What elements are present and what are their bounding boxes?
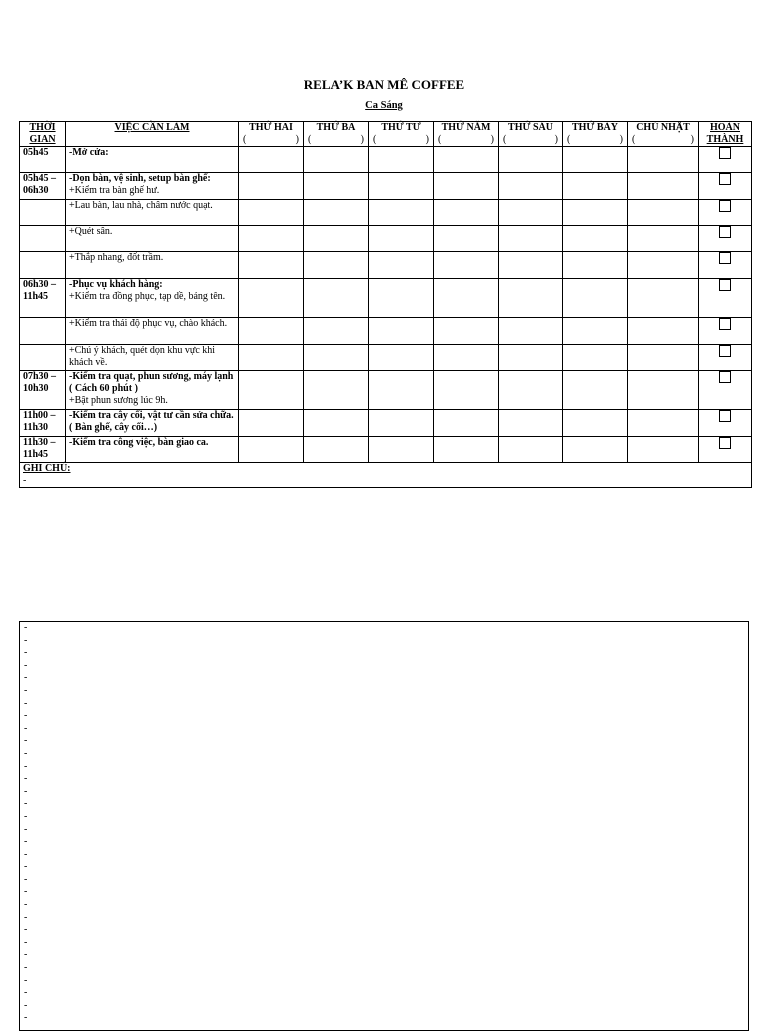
task-text: +Chú ý khách, quét dọn khu vực khi khách về. [69,345,216,368]
note-line: - [24,936,28,948]
task-cell [66,410,239,437]
task-text: -Kiểm tra quạt, phun sương, máy lạnh ( Cách 60 phút ) [69,371,234,394]
table-row [20,437,752,463]
done-checkbox[interactable] [719,437,731,449]
note-line: - [24,873,28,885]
note-line: - [24,622,28,633]
task-cell [66,200,239,226]
note-line: - [24,647,28,659]
time-cell [20,345,66,371]
table-row [20,200,752,226]
day-cell[interactable] [239,147,304,173]
table-row [20,226,752,252]
note-line: - [24,823,28,835]
day-cell[interactable] [304,252,369,279]
done-cell [699,173,752,200]
done-cell [699,410,752,437]
day-cell[interactable] [239,173,304,200]
task-cell [66,437,239,463]
notes-label: GHI CHÚ: [23,463,71,474]
table-row [20,371,752,410]
task-text: -Dọn bàn, vệ sinh, setup bàn ghế: [69,173,211,184]
done-checkbox[interactable] [719,410,731,422]
task-cell [66,252,239,279]
table-row [20,318,752,345]
time-text: 05h45 – [23,173,57,184]
time-text: 11h45 [23,291,49,302]
note-line: - [24,1012,28,1024]
day-cell[interactable] [563,173,628,200]
notes-line: - [23,475,27,486]
day-cell[interactable] [369,318,434,345]
done-checkbox[interactable] [719,226,731,238]
day-cell[interactable] [434,147,499,173]
time-cell [20,437,66,463]
note-line: - [24,785,28,797]
day-cell[interactable] [628,147,699,173]
done-checkbox[interactable] [719,173,731,185]
day-cell[interactable] [369,437,434,463]
day-cell[interactable] [434,279,499,318]
note-line: - [24,710,28,722]
day-cell[interactable] [304,371,369,410]
day-cell[interactable] [499,252,563,279]
time-cell [20,200,66,226]
task-cell [66,279,239,318]
day-cell[interactable] [369,173,434,200]
note-line: - [24,773,28,785]
day-cell[interactable] [369,147,434,173]
task-text: -Phục vụ khách hàng: [69,279,163,290]
note-line: - [24,735,28,747]
note-line: - [24,684,28,696]
time-text: 10h30 [23,383,49,394]
day-cell[interactable] [628,173,699,200]
day-cell[interactable] [239,318,304,345]
done-cell [699,345,752,371]
time-cell [20,318,66,345]
day-cell[interactable] [563,252,628,279]
day-cell[interactable] [499,200,563,226]
day-cell[interactable] [434,410,499,437]
day-cell[interactable] [434,345,499,371]
note-line: - [24,899,28,911]
day-cell[interactable] [239,437,304,463]
note-line: - [24,999,28,1011]
task-text: +Thắp nhang, đốt trầm. [69,252,164,263]
day-cell[interactable] [563,318,628,345]
done-cell [699,226,752,252]
table-row [20,410,752,437]
day-cell[interactable] [499,226,563,252]
done-cell [699,371,752,410]
header-day: THỨ SÁU ( ) [499,122,563,147]
note-line: - [24,974,28,986]
day-cell[interactable] [369,252,434,279]
day-cell[interactable] [628,318,699,345]
done-cell [699,318,752,345]
time-text: 06h30 [23,185,49,196]
time-text: 06h30 – [23,279,57,290]
day-cell[interactable] [239,371,304,410]
note-line: - [24,760,28,772]
time-text: 05h45 [23,147,49,158]
time-text: 11h30 [23,422,49,433]
task-cell [66,147,239,173]
done-checkbox[interactable] [719,371,731,383]
task-text: +Lau bàn, lau nhà, châm nước quạt. [69,200,213,211]
notes-cell [20,463,752,488]
note-line: - [24,836,28,848]
day-cell[interactable] [304,318,369,345]
day-cell[interactable] [304,345,369,371]
day-cell[interactable] [499,410,563,437]
day-cell[interactable] [434,371,499,410]
shift-subtitle: Ca Sáng [365,100,403,111]
day-cell[interactable] [369,371,434,410]
day-cell[interactable] [628,200,699,226]
note-line: - [24,962,28,974]
time-text: 11h45 [23,449,49,460]
done-cell [699,279,752,318]
time-cell [20,226,66,252]
day-cell[interactable] [369,345,434,371]
day-cell[interactable] [499,371,563,410]
day-cell[interactable] [563,371,628,410]
day-cell[interactable] [434,200,499,226]
task-text: +Kiểm tra đồng phục, tạp dề, bảng tên. [69,291,226,302]
day-cell[interactable] [239,200,304,226]
day-cell[interactable] [563,410,628,437]
day-cell[interactable] [628,437,699,463]
day-cell[interactable] [499,173,563,200]
note-line: - [24,810,28,822]
note-line: - [24,722,28,734]
done-cell [699,147,752,173]
header-day: THỨ TƯ ( ) [369,122,434,147]
done-checkbox[interactable] [719,200,731,212]
table-row [20,147,752,173]
header-day: THỨ BẢY ( ) [563,122,628,147]
time-cell [20,279,66,318]
task-text: -Mở cửa: [69,147,109,158]
done-checkbox[interactable] [719,279,731,291]
note-line: - [24,672,28,684]
task-cell [66,345,239,371]
done-checkbox[interactable] [719,318,731,330]
day-cell[interactable] [563,200,628,226]
time-cell [20,410,66,437]
done-checkbox[interactable] [719,147,731,159]
table-row [20,345,752,371]
time-cell [20,147,66,173]
day-cell[interactable] [239,279,304,318]
day-cell[interactable] [239,226,304,252]
task-text: +Kiểm tra thái độ phục vụ, chào khách. [69,318,228,329]
task-text: +Quét sân. [69,226,113,237]
day-cell[interactable] [563,226,628,252]
note-line: - [24,861,28,873]
day-cell[interactable] [499,147,563,173]
day-cell[interactable] [628,371,699,410]
day-cell[interactable] [628,279,699,318]
task-text: +Kiểm tra bàn ghế hư. [69,185,160,196]
day-cell[interactable] [563,147,628,173]
day-cell[interactable] [304,437,369,463]
time-text: 07h30 – [23,371,57,382]
day-cell[interactable] [434,226,499,252]
task-text: -Kiểm tra cây cối, vật tư cần sửa chữa. ( Bàn ghế, cây cối…) [69,410,234,433]
day-cell[interactable] [434,252,499,279]
task-text: -Kiểm tra công việc, bàn giao ca. [69,437,209,448]
notes-box [19,621,749,1031]
header-day: THỨ BA ( ) [304,122,369,147]
header-done: HOÀN THÀNH [699,122,752,147]
day-cell[interactable] [369,279,434,318]
note-line: - [24,924,28,936]
time-cell [20,371,66,410]
note-line: - [24,848,28,860]
day-cell[interactable] [628,252,699,279]
header-day: CHỦ NHẬT ( ) [628,122,699,147]
task-cell [66,318,239,345]
table-row [20,173,752,200]
table-row [20,279,752,318]
day-cell[interactable] [304,279,369,318]
day-cell[interactable] [499,279,563,318]
day-cell[interactable] [563,437,628,463]
day-cell[interactable] [628,345,699,371]
done-cell [699,200,752,226]
schedule-table [19,121,752,488]
note-line: - [24,747,28,759]
day-cell[interactable] [304,226,369,252]
header-day: THỨ HAI ( ) [239,122,304,147]
day-cell[interactable] [628,226,699,252]
day-cell[interactable] [563,345,628,371]
table-row [20,252,752,279]
time-cell [20,252,66,279]
day-cell[interactable] [239,345,304,371]
day-cell[interactable] [499,345,563,371]
day-cell[interactable] [434,318,499,345]
day-cell[interactable] [304,173,369,200]
note-line: - [24,659,28,671]
task-cell [66,173,239,200]
time-text: 11h30 – [23,437,56,448]
note-line: - [24,697,28,709]
header-row [20,122,752,147]
day-cell[interactable] [369,226,434,252]
note-line: - [24,949,28,961]
day-cell[interactable] [304,147,369,173]
day-cell[interactable] [499,318,563,345]
header-task: VIỆC CẦN LÀM [66,122,239,147]
notes-row [20,463,752,488]
header-day: THỨ NĂM ( ) [434,122,499,147]
note-line: - [24,987,28,999]
note-line: - [24,798,28,810]
day-cell[interactable] [239,252,304,279]
document-title: RELA’K BAN MÊ COFFEE [303,77,465,92]
day-cell[interactable] [369,200,434,226]
time-cell [20,173,66,200]
day-cell[interactable] [563,279,628,318]
day-cell[interactable] [304,200,369,226]
header-time: THỜI GIAN [20,122,66,147]
task-cell [66,226,239,252]
task-cell [66,371,239,410]
day-cell[interactable] [434,437,499,463]
done-cell [699,252,752,279]
day-cell[interactable] [304,410,369,437]
task-text: +Bật phun sương lúc 9h. [69,395,168,406]
day-cell[interactable] [434,173,499,200]
done-cell [699,437,752,463]
note-line: - [24,886,28,898]
note-line: - [24,911,28,923]
day-cell[interactable] [628,410,699,437]
day-cell[interactable] [239,410,304,437]
done-checkbox[interactable] [719,252,731,264]
day-cell[interactable] [499,437,563,463]
time-text: 11h00 – [23,410,56,421]
note-line: - [24,634,28,646]
day-cell[interactable] [369,410,434,437]
done-checkbox[interactable] [719,345,731,357]
